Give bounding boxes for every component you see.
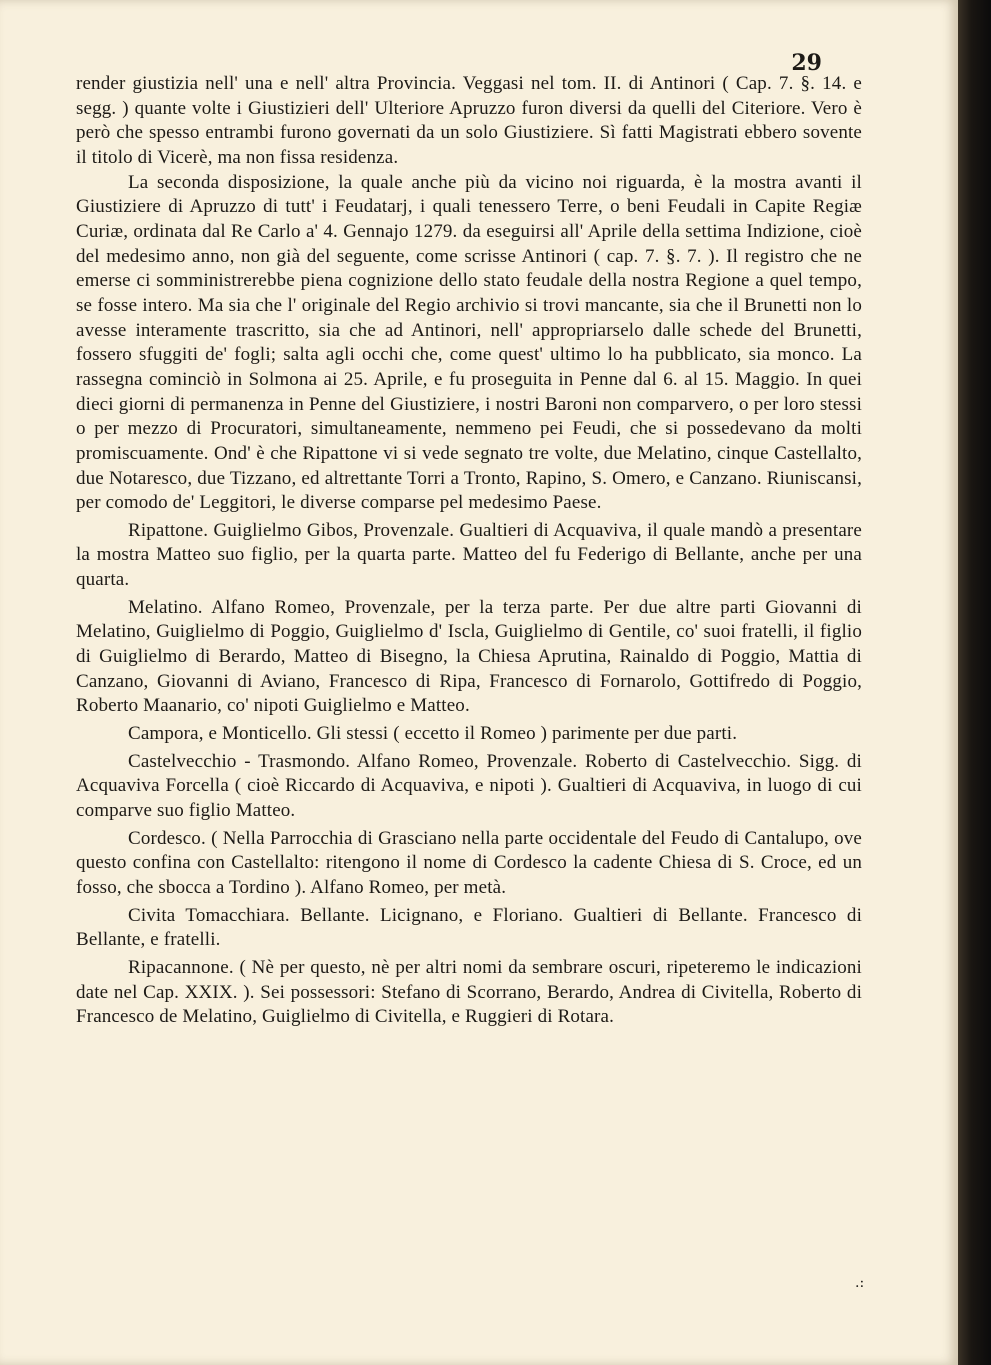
page-number: 29 xyxy=(791,50,822,76)
entry-melatino: Melatino. Alfano Romeo, Provenzale, per la terza parte. Per due altre parti Giovanni di Melatino, Guiglielmo di Poggio, Guiglielmo d' Iscla, Guiglielmo di Gentile, co' suoi fratelli, il figlio di Guiglielmo di Berardo, Matteo di Bisegno, la Chiesa Aprutina, Rainaldo di Poggio, Mattia di Canzano, Giovanni di Aviano, Francesco di Ripa, Francesco di Fornarolo, Gottifredo di Poggio, Roberto Maanario, co' nipoti Guiglielmo e Matteo. xyxy=(76,596,862,717)
entry-castelvecchio: Castelvecchio - Trasmondo. Alfano Romeo, Provenzale. Roberto di Castelvecchio. Sigg. di Acquaviva Forcella ( cioè Riccardo di Acquaviva, e nipoti ). Gualtieri di Acquaviva, in luogo di cui comparve suo figlio Matteo. xyxy=(76,750,862,822)
entry-ripattone: Ripattone. Guiglielmo Gibos, Provenzale. Gualtieri di Acquaviva, il quale mandò a presentare la mostra Matteo suo figlio, per la quarta parte. Matteo del fu Federigo di Bellante, anche per una quarta. xyxy=(76,519,862,591)
entry-civita-tomacchiara: Civita Tomacchiara. Bellante. Licignano, e Floriano. Gualtieri di Bellante. Francesco di Bellante, e fratelli. xyxy=(76,904,862,951)
footer-mark: .: xyxy=(855,1275,865,1291)
paragraph-2: La seconda disposizione, la quale anche più da vicino noi riguarda, è la mostra avanti il Giustiziere di Apruzzo di tutt' i Feudatarj, i quali tenessero Terre, o beni Feudali in Capite Regiæ Curiæ, ordinata dal Re Carlo a' 4. Gennajo 1279. da eseguirsi all' Aprile della settima Indizione, cioè del medesimo anno, non già del seguente, come scrisse Antinori ( cap. 7. §. 7. ). Il registro che ne emerse ci somministrerebbe piena cognizione dello stato feudale della nostra Regione a quel tempo, se fosse intero. Ma sia che l' originale del Regio archivio si trovi mancante, sia che il Brunetti non lo avesse interamente trascritto, sia che ad Antinori, nell' appropriarselo dalle schede del Brunetti, fossero sfuggiti de' fogli; salta agli occhi che, come quest' ultimo lo ha pubblicato, sia monco. La rassegna cominciò in Solmona ai 25. Aprile, e fu proseguita in Penne dal 6. al 15. Maggio. In quei dieci giorni di permanenza in Penne del Giustiziere, i nostri Baroni non comparvero, o per loro stessi o per mezzo di Procuratori, simultaneamente, nemmeno pei Feudi, che si possedevano da molti promiscuamente. Ond' è che Ripattone vi si vede segnato tre volte, due Melatino, cinque Castellalto, due Notaresco, due Tizzano, ed altrettante Torri a Tronto, Rapino, S. Omero, e Canzano. Riuniscansi, per comodo de' Leggitori, le diverse comparse pel medesimo Paese. xyxy=(76,171,862,514)
entry-ripacannone: Ripacannone. ( Nè per questo, nè per altri nomi da sembrare oscuri, ripeteremo le indicazioni date nel Cap. XXIX. ). Sei possessori: Stefano di Scorrano, Berardo, Andrea di Civitella, Roberto di Francesco de Melatino, Guiglielmo di Civitella, e Ruggieri di Rotara. xyxy=(76,956,862,1028)
paragraph-1: render giustizia nell' una e nell' altra Provincia. Veggasi nel tom. II. di Antinori ( Cap. 7. §. 14. e segg. ) quante volte i Giustizieri dell' Ulteriore Apruzzo furon diversi da quelli del Citeriore. Vero è però che spesso entrambi furono governati da un solo Giustiziere. Sì fatti Magistrati ebbero sovente il titolo di Vicerè, ma non fissa residenza. xyxy=(76,73,862,168)
entry-campora: Campora, e Monticello. Gli stessi ( eccetto il Romeo ) parimente per due parti. xyxy=(128,723,738,745)
entry-cordesco: Cordesco. ( Nella Parrocchia di Grasciano nella parte occidentale del Feudo di Cantalupo, ove questo confina con Castellalto: ritengono il nome di Cordesco la cadente Chiesa di S. Croce, ed un fosso, che sbocca a Tordino ). Alfano Romeo, per metà. xyxy=(76,827,862,898)
page-edge-shadow xyxy=(958,0,991,1365)
body-text xyxy=(76,72,862,1030)
